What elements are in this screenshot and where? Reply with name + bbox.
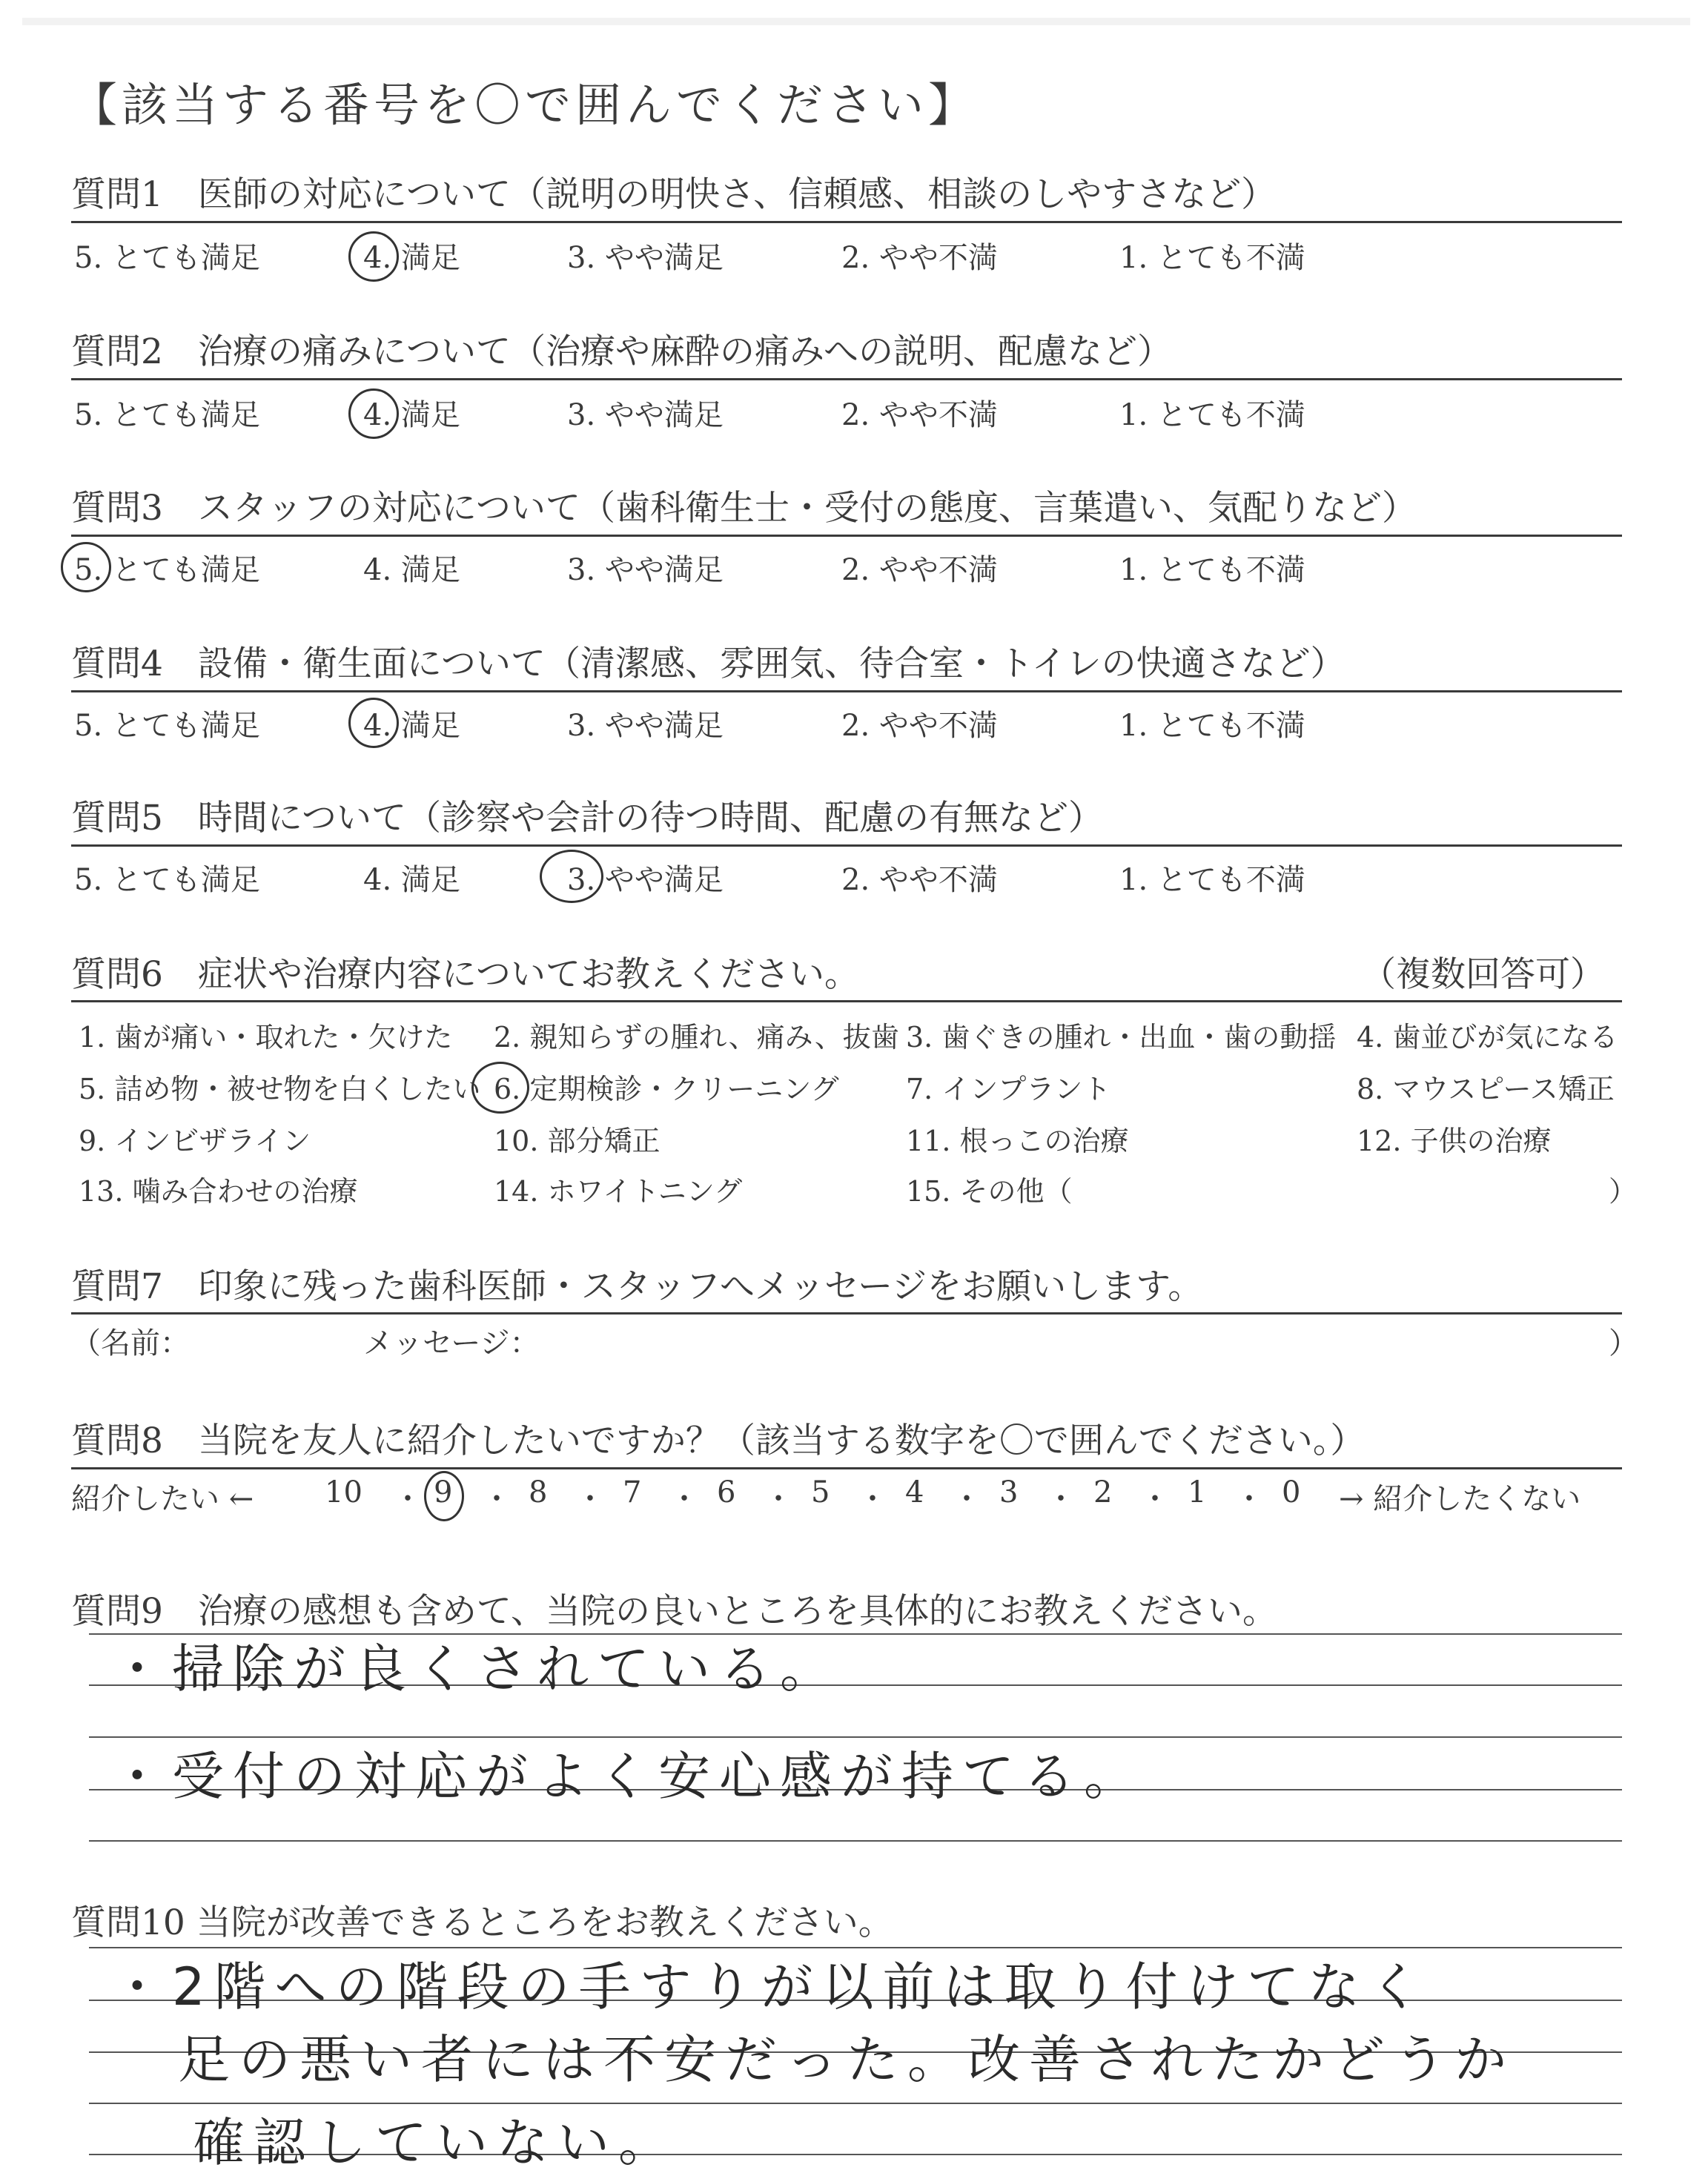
q4-option-3[interactable]: 3. やや満足 bbox=[567, 709, 724, 743]
q8-dot: ・ bbox=[669, 1482, 699, 1516]
q5-option-1[interactable]: 1. とても不満 bbox=[1119, 863, 1305, 897]
q6-option-6[interactable]: 6. 定期検診・クリーニング bbox=[494, 1073, 839, 1105]
question-3-rule bbox=[71, 535, 1622, 537]
q1-option-4[interactable]: 4. 満足 bbox=[363, 241, 460, 275]
q8-dot: ・ bbox=[1234, 1482, 1264, 1516]
q2-option-1[interactable]: 1. とても不満 bbox=[1119, 398, 1305, 432]
q8-dot: ・ bbox=[1046, 1482, 1076, 1516]
q8-dot: ・ bbox=[575, 1482, 605, 1516]
q8-number-4[interactable]: 4 bbox=[905, 1475, 924, 1509]
q6-option-7[interactable]: 7. インプラント bbox=[906, 1073, 1111, 1105]
question-1-title: 質問1 医師の対応について（説明の明快さ、信頼感、相談のしやすさなど） bbox=[71, 174, 1277, 215]
q6-option-4[interactable]: 4. 歯並びが気になる bbox=[1357, 1021, 1618, 1054]
q8-dot: ・ bbox=[952, 1482, 982, 1516]
q7-message-label[interactable]: メッセージ： bbox=[363, 1326, 540, 1360]
q3-option-2[interactable]: 2. やや不満 bbox=[841, 553, 998, 587]
q7-close: ） bbox=[1609, 1326, 1638, 1360]
q8-number-6[interactable]: 6 bbox=[717, 1475, 736, 1509]
q8-dot: ・ bbox=[393, 1482, 423, 1516]
question-6-rule bbox=[71, 1000, 1622, 1002]
q4-option-4[interactable]: 4. 満足 bbox=[363, 709, 460, 743]
question-7-rule bbox=[71, 1312, 1622, 1314]
q8-number-1[interactable]: 1 bbox=[1188, 1475, 1207, 1509]
q6-option-9[interactable]: 9. インビザライン bbox=[79, 1125, 311, 1157]
q6-option-10[interactable]: 10. 部分矯正 bbox=[494, 1125, 661, 1157]
q2-option-3[interactable]: 3. やや満足 bbox=[567, 398, 724, 432]
q1-selection-circle bbox=[348, 231, 399, 282]
question-8-title: 質問8 当院を友人に紹介したいですか？（該当する数字を〇で囲んでください。） bbox=[71, 1421, 1366, 1461]
scan-top-edge bbox=[22, 18, 1690, 25]
question-10-title: 質問10 当院が改善できるところをお教えください。 bbox=[71, 1902, 893, 1943]
q3-option-1[interactable]: 1. とても不満 bbox=[1119, 553, 1305, 587]
q8-number-10[interactable]: 10 bbox=[325, 1475, 363, 1509]
q1-option-1[interactable]: 1. とても不満 bbox=[1119, 241, 1305, 275]
q2-selection-circle bbox=[348, 388, 399, 439]
q3-option-4[interactable]: 4. 満足 bbox=[363, 553, 460, 587]
q8-number-8[interactable]: 8 bbox=[529, 1475, 548, 1509]
q1-option-3[interactable]: 3. やや満足 bbox=[567, 241, 724, 275]
question-4-rule bbox=[71, 690, 1622, 692]
q9-line bbox=[89, 1840, 1622, 1842]
q8-number-0[interactable]: 0 bbox=[1282, 1475, 1301, 1509]
q6-option-12[interactable]: 12. 子供の治療 bbox=[1357, 1125, 1552, 1157]
question-9-title: 質問9 治療の感想も含めて、当院の良いところを具体的にお教えください。 bbox=[71, 1591, 1277, 1632]
q3-option-3[interactable]: 3. やや満足 bbox=[567, 553, 724, 587]
q8-dot: ・ bbox=[482, 1482, 512, 1516]
q8-left-label: 紹介したい ← bbox=[71, 1482, 254, 1516]
question-2-rule bbox=[71, 378, 1622, 380]
q8-number-5[interactable]: 5 bbox=[811, 1475, 830, 1509]
q6-other-close: ） bbox=[1609, 1175, 1638, 1208]
q6-option-8[interactable]: 8. マウスピース矯正 bbox=[1357, 1073, 1615, 1105]
question-4-title: 質問4 設備・衛生面について（清潔感、雰囲気、待合室・トイレの快適さなど） bbox=[71, 644, 1345, 684]
q4-selection-circle bbox=[348, 698, 399, 748]
q1-option-5[interactable]: 5. とても満足 bbox=[74, 241, 260, 275]
q10-answer-line-2: 足の悪い者には不安だった。改善されたかどうか bbox=[178, 2029, 1515, 2090]
q8-number-2[interactable]: 2 bbox=[1093, 1475, 1113, 1509]
q3-selection-circle bbox=[61, 542, 111, 592]
q5-option-5[interactable]: 5. とても満足 bbox=[74, 863, 260, 897]
q8-dot: ・ bbox=[764, 1482, 793, 1516]
q6-option-11[interactable]: 11. 根っこの治療 bbox=[906, 1125, 1129, 1157]
q5-option-4[interactable]: 4. 満足 bbox=[363, 863, 460, 897]
question-5-title: 質問5 時間について（診察や会計の待つ時間、配慮の有無など） bbox=[71, 798, 1103, 839]
q9-answer-line-2: ・受付の対応がよく安心感が持てる。 bbox=[111, 1746, 1145, 1807]
question-6-note: （複数回答可） bbox=[1361, 954, 1605, 995]
question-6-title: 質問6 症状や治療内容についてお教えください。 bbox=[71, 954, 859, 995]
question-2-title: 質問2 治療の痛みについて（治療や麻酔の痛みへの説明、配慮など） bbox=[71, 331, 1173, 372]
q6-option-2[interactable]: 2. 親知らずの腫れ、痛み、抜歯 bbox=[494, 1021, 899, 1054]
q1-option-2[interactable]: 2. やや不満 bbox=[841, 241, 998, 275]
q5-option-2[interactable]: 2. やや不満 bbox=[841, 863, 998, 897]
q8-number-9[interactable]: 9 bbox=[434, 1475, 453, 1509]
q6-option-5[interactable]: 5. 詰め物・被せ物を白くしたい bbox=[79, 1073, 481, 1105]
q8-selection-circle bbox=[424, 1471, 464, 1521]
q8-right-label: → 紹介したくない bbox=[1339, 1482, 1581, 1516]
q9-answer-line-1: ・掃除が良くされている。 bbox=[111, 1638, 841, 1699]
q10-answer-line-3: 確認していない。 bbox=[193, 2112, 679, 2173]
question-5-rule bbox=[71, 844, 1622, 847]
q8-number-3[interactable]: 3 bbox=[999, 1475, 1019, 1509]
q2-option-5[interactable]: 5. とても満足 bbox=[74, 398, 260, 432]
q8-dot: ・ bbox=[858, 1482, 887, 1516]
q7-name-label[interactable]: （名前： bbox=[71, 1326, 190, 1360]
q4-option-2[interactable]: 2. やや不満 bbox=[841, 709, 998, 743]
q8-dot: ・ bbox=[1140, 1482, 1170, 1516]
q6-option-15[interactable]: 15. その他（ bbox=[906, 1175, 1073, 1208]
q4-option-1[interactable]: 1. とても不満 bbox=[1119, 709, 1305, 743]
question-1-rule bbox=[71, 221, 1622, 223]
q8-number-7[interactable]: 7 bbox=[623, 1475, 642, 1509]
q6-selection-circle bbox=[471, 1062, 529, 1114]
q6-option-3[interactable]: 3. 歯ぐきの腫れ・出血・歯の動揺 bbox=[906, 1021, 1337, 1054]
q6-option-13[interactable]: 13. 噛み合わせの治療 bbox=[79, 1175, 358, 1208]
q10-answer-line-1: ・2階への階段の手すりが以前は取り付けてなく bbox=[111, 1957, 1430, 2017]
q2-option-2[interactable]: 2. やや不満 bbox=[841, 398, 998, 432]
q3-option-5[interactable]: 5. とても満足 bbox=[74, 553, 260, 587]
q2-option-4[interactable]: 4. 満足 bbox=[363, 398, 460, 432]
question-8-rule bbox=[71, 1467, 1622, 1469]
q6-option-14[interactable]: 14. ホワイトニング bbox=[494, 1175, 743, 1208]
form-instruction-header: 【該当する番号を〇で囲んでください】 bbox=[71, 78, 979, 132]
q5-selection-circle bbox=[540, 850, 603, 903]
q6-option-1[interactable]: 1. 歯が痛い・取れた・欠けた bbox=[79, 1021, 453, 1054]
q5-option-3[interactable]: 3. やや満足 bbox=[567, 863, 724, 897]
q4-option-5[interactable]: 5. とても満足 bbox=[74, 709, 260, 743]
question-7-title: 質問7 印象に残った歯科医師・スタッフへメッセージをお願いします。 bbox=[71, 1266, 1203, 1307]
question-3-title: 質問3 スタッフの対応について（歯科衛生士・受付の態度、言葉遣い、気配りなど） bbox=[71, 488, 1417, 529]
